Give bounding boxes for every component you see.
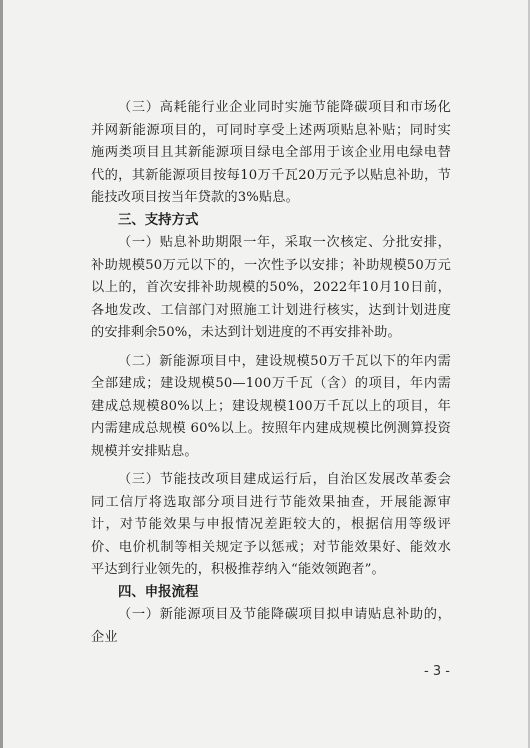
- paragraph-4: （三）节能技改项目建成运行后，自治区发展改革委会同工信厅将选取部分项目进行节能效果抽查，开展能源审计，对节能效果与申报情况差距较大的，根据信用等级评价、电价机制等相关规定予以惩戒；对节能效果好、能效水平达到行业领先的，积极推荐纳入“能效领跑者”。: [91, 472, 451, 577]
- paragraph-3: （二）新能源项目中，建设规模50万千瓦以下的年内需全部建成；建设规模50—100万千瓦（含）的项目，年内需建成总规模80%以上；建设规模100万千瓦以上的项目，年内需建成总规模 60%以上。按照年内建成规模比例测算投资规模并安排贴息。: [91, 353, 451, 459]
- page-edge-left: [0, 0, 3, 748]
- section-heading-3: 三、支持方式: [118, 212, 199, 228]
- paragraph-5: （一）新能源项目及节能降碳项目拟申请贴息补助的，企业: [91, 607, 451, 645]
- document-body: [91, 97, 451, 649]
- paragraph-1: （三）高耗能行业企业同时实施节能降碳项目和市场化并网新能源项目的，可同时享受上述两项贴息补贴；同时实施两类项目且其新能源项目绿电全部用于该企业用电绿电替代的，其新能源项目按每10万千瓦20万元予以贴息补助，节能技改项目按当年贷款的3%贴息。: [91, 100, 451, 205]
- page-number: - 3 -: [424, 664, 450, 679]
- section-heading-4: 四、申报流程: [118, 584, 199, 600]
- paragraph-2: （一）贴息补助期限一年，采取一次核定、分批安排，补助规模50万元以下的，一次性予以安排；补助规模50万元以上的，首次安排补助规模的50%，2022年10月10日前，各地发改、工信部门对照施工计划进行核实，达到计划进度的安排剩余50%，未达到计划进度的不再安排补助。: [91, 235, 451, 340]
